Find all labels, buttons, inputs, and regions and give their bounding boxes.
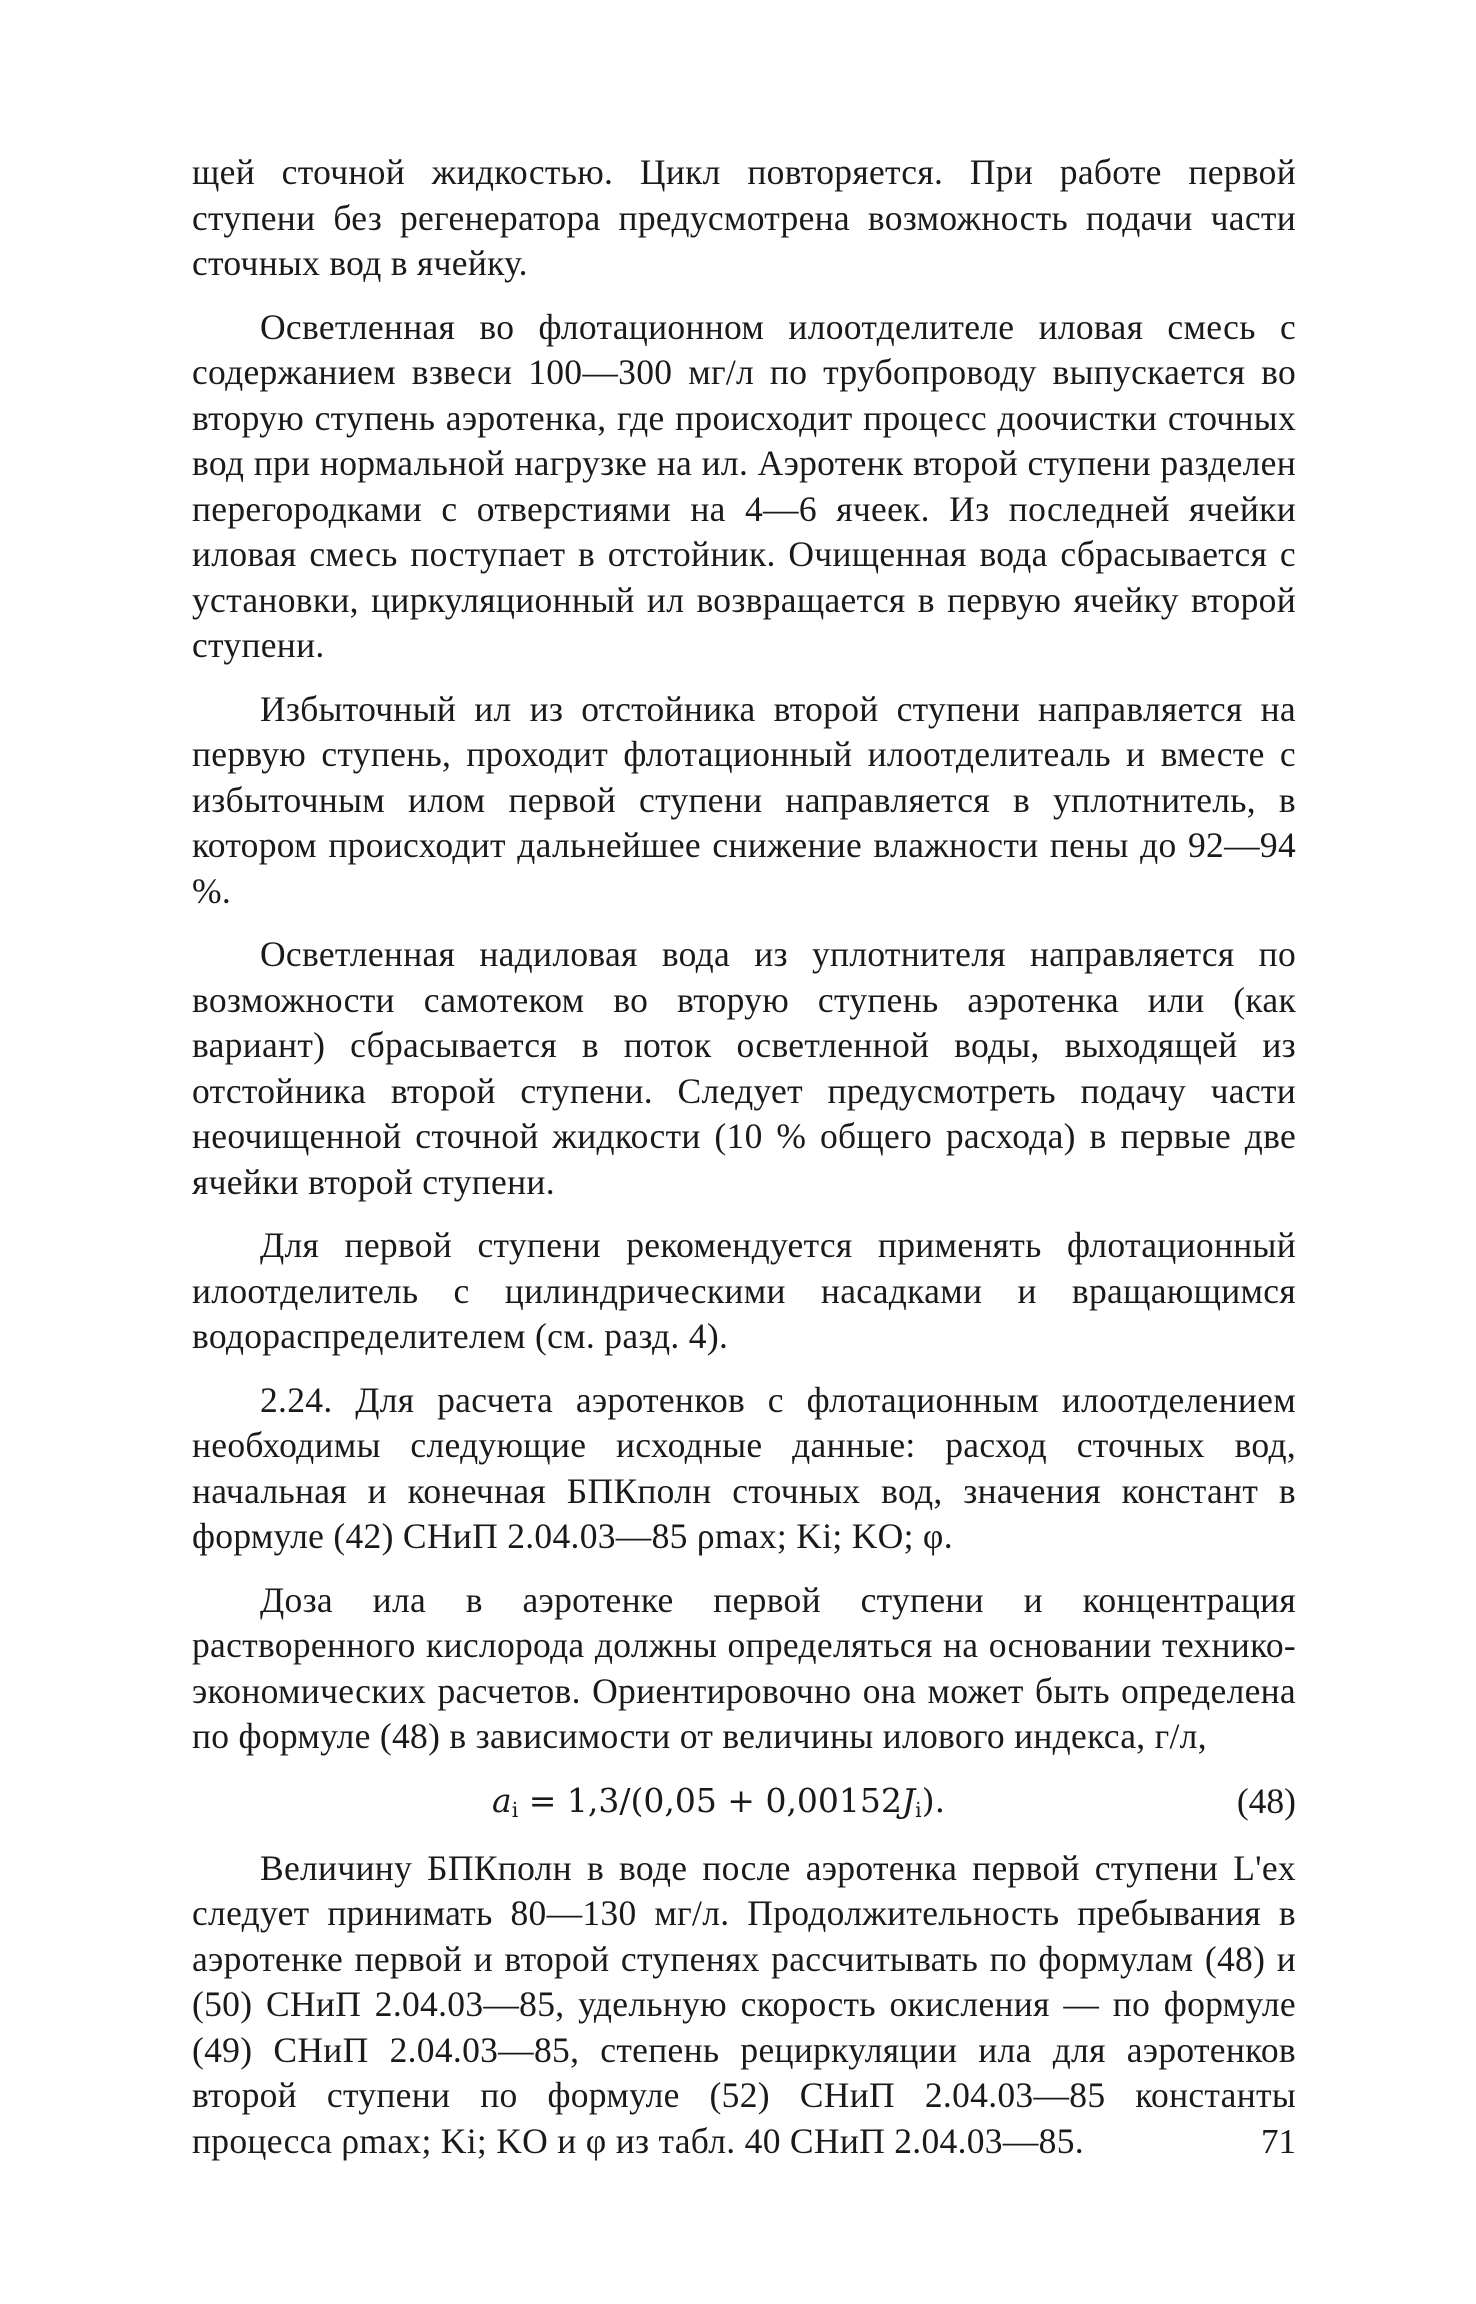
paragraph-3: Избыточный ил из отстойника второй ступени направляется на первую ступень, проходит флотационный илоотделитеаль и вместе с избыточным илом первой ступени направляется в уплотнитель, в котором происходит дальнейшее снижение влажности пены до 92—94 %.	[192, 688, 1296, 911]
formula-rhs-pre: = 1,3/(0,05 + 0,00152	[518, 1780, 902, 1820]
formula-lhs-subscript: i	[511, 1797, 519, 1822]
paragraph-5: Для первой ступени рекомендуется применять флотационный илоотделитель с цилиндрическими насадками и вращающимся водораспределителем (см. разд. 4).	[192, 1225, 1296, 1356]
formula-48	[192, 1778, 1296, 1828]
paragraph-2: Осветленная во флотационном илоотделителе иловая смесь с содержанием взвеси 100—300 мг/л по трубопроводу выпускается во вторую ступень аэротенка, где происходит процесс доочистки сточных вод при нормальной нагрузке на ил. Аэротенк второй ступени разделен перегородками с отверстиями на 4—6 ячеек. Из последней ячейки иловая смесь поступает в отстойник. Очищенная вода сбрасывается с установки, циркуляционный ил возвращается в первую ячейку второй ступени.	[192, 306, 1296, 665]
formula-number: (48)	[1236, 1780, 1296, 1821]
paragraph-1: щей сточной жидкостью. Цикл повторяется. При работе первой ступени без регенератора предусмотрена возможность подачи части сточных вод в ячейку.	[192, 152, 1296, 283]
paragraph-8: Величину БПКполн в воде после аэротенка первой ступени L'ex следует принимать 80—130 мг/л. Продолжительность пребывания в аэротенке первой и второй ступенях рассчитывать по формулам (48) и (50) СНиП 2.04.03—85, удельную скорость окисления — по формуле (49) СНиП 2.04.03—85, степень рециркуляции ила для аэротенков второй ступени по формуле (52) СНиП 2.04.03—85 константы процесса ρmax; Ki; KO и φ из табл. 40 СНиП 2.04.03—85.	[192, 1847, 1296, 2161]
formula-rhs-var: J	[901, 1780, 916, 1820]
formula-rhs-post: ).	[921, 1780, 946, 1820]
paragraph-6-section-2-24: 2.24. Для расчета аэротенков с флотационным илоотделением необходимы следующие исходные данные: расход сточных вод, начальная и конечная БПКполн сточных вод, значения констант в формуле (42) СНиП 2.04.03—85 ρmax; Ki; KO; φ.	[192, 1379, 1296, 1556]
paragraph-7: Доза ила в аэротенке первой ступени и концентрация растворенного кислорода должны определяться на основании технико-экономических расчетов. Ориентировочно она может быть определена по формуле (48) в зависимости от величины илового индекса, г/л,	[192, 1579, 1296, 1756]
formula-lhs: a	[492, 1780, 512, 1820]
paragraph-4: Осветленная надиловая вода из уплотнителя направляется по возможности самотеком во вторую ступень аэротенка или (как вариант) сбрасывается в поток осветленной воды, выходящей из отстойника второй ступени. Следует предусмотреть подачу части неочищенной сточной жидкости (10 % общего расхода) в первые две ячейки второй ступени.	[192, 934, 1296, 1202]
formula-rhs-var-subscript: i	[915, 1797, 922, 1822]
formula-expression	[492, 1778, 945, 1833]
page-number: 71	[1261, 2122, 1296, 2161]
